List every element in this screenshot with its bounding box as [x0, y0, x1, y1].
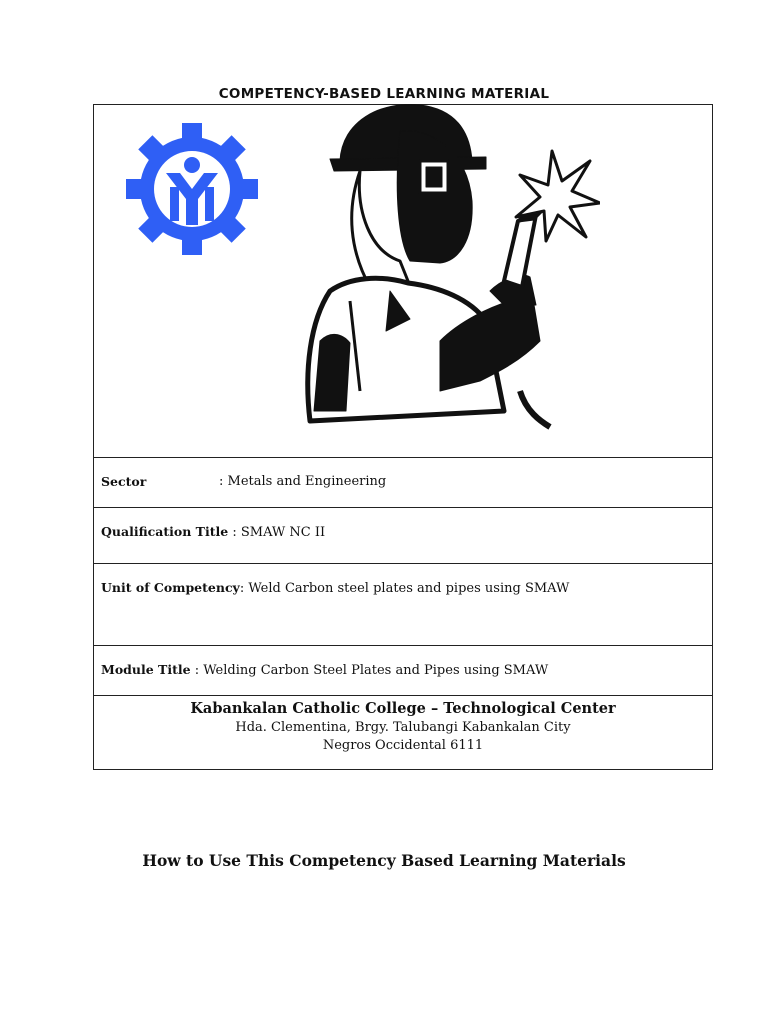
institution-address-line1: Hda. Clementina, Brgy. Talubangi Kabankalan City [235, 720, 571, 735]
cover-table [93, 104, 713, 770]
unit-row [94, 563, 712, 645]
welder-illustration-icon [290, 91, 600, 431]
qualification-value: : SMAW NC II [228, 525, 326, 540]
institution-row [94, 695, 712, 771]
document-title: COMPETENCY-BASED LEARNING MATERIAL [218, 86, 550, 102]
module-label: Module Title [101, 662, 191, 677]
sector-value: : Metals and Engineering [219, 474, 387, 489]
section-heading: How to Use This Competency Based Learning Materials [142, 851, 626, 870]
unit-value: : Weld Carbon steel plates and pipes using SMAW [239, 581, 570, 596]
module-row [94, 645, 712, 695]
tesda-gear-logo-icon [122, 117, 262, 257]
module-value: : Welding Carbon Steel Plates and Pipes using SMAW [190, 663, 549, 678]
sector-row [94, 457, 712, 507]
qualification-label: Qualification Title [101, 524, 229, 539]
sector-label: Sector [101, 474, 147, 489]
institution-name: Kabankalan Catholic College – Technological Center [190, 700, 616, 717]
unit-label: Unit of Competency [101, 580, 240, 595]
institution-address-line2: Negros Occidental 6111 [322, 738, 484, 753]
qualification-row [94, 507, 712, 563]
image-cell [94, 105, 712, 457]
